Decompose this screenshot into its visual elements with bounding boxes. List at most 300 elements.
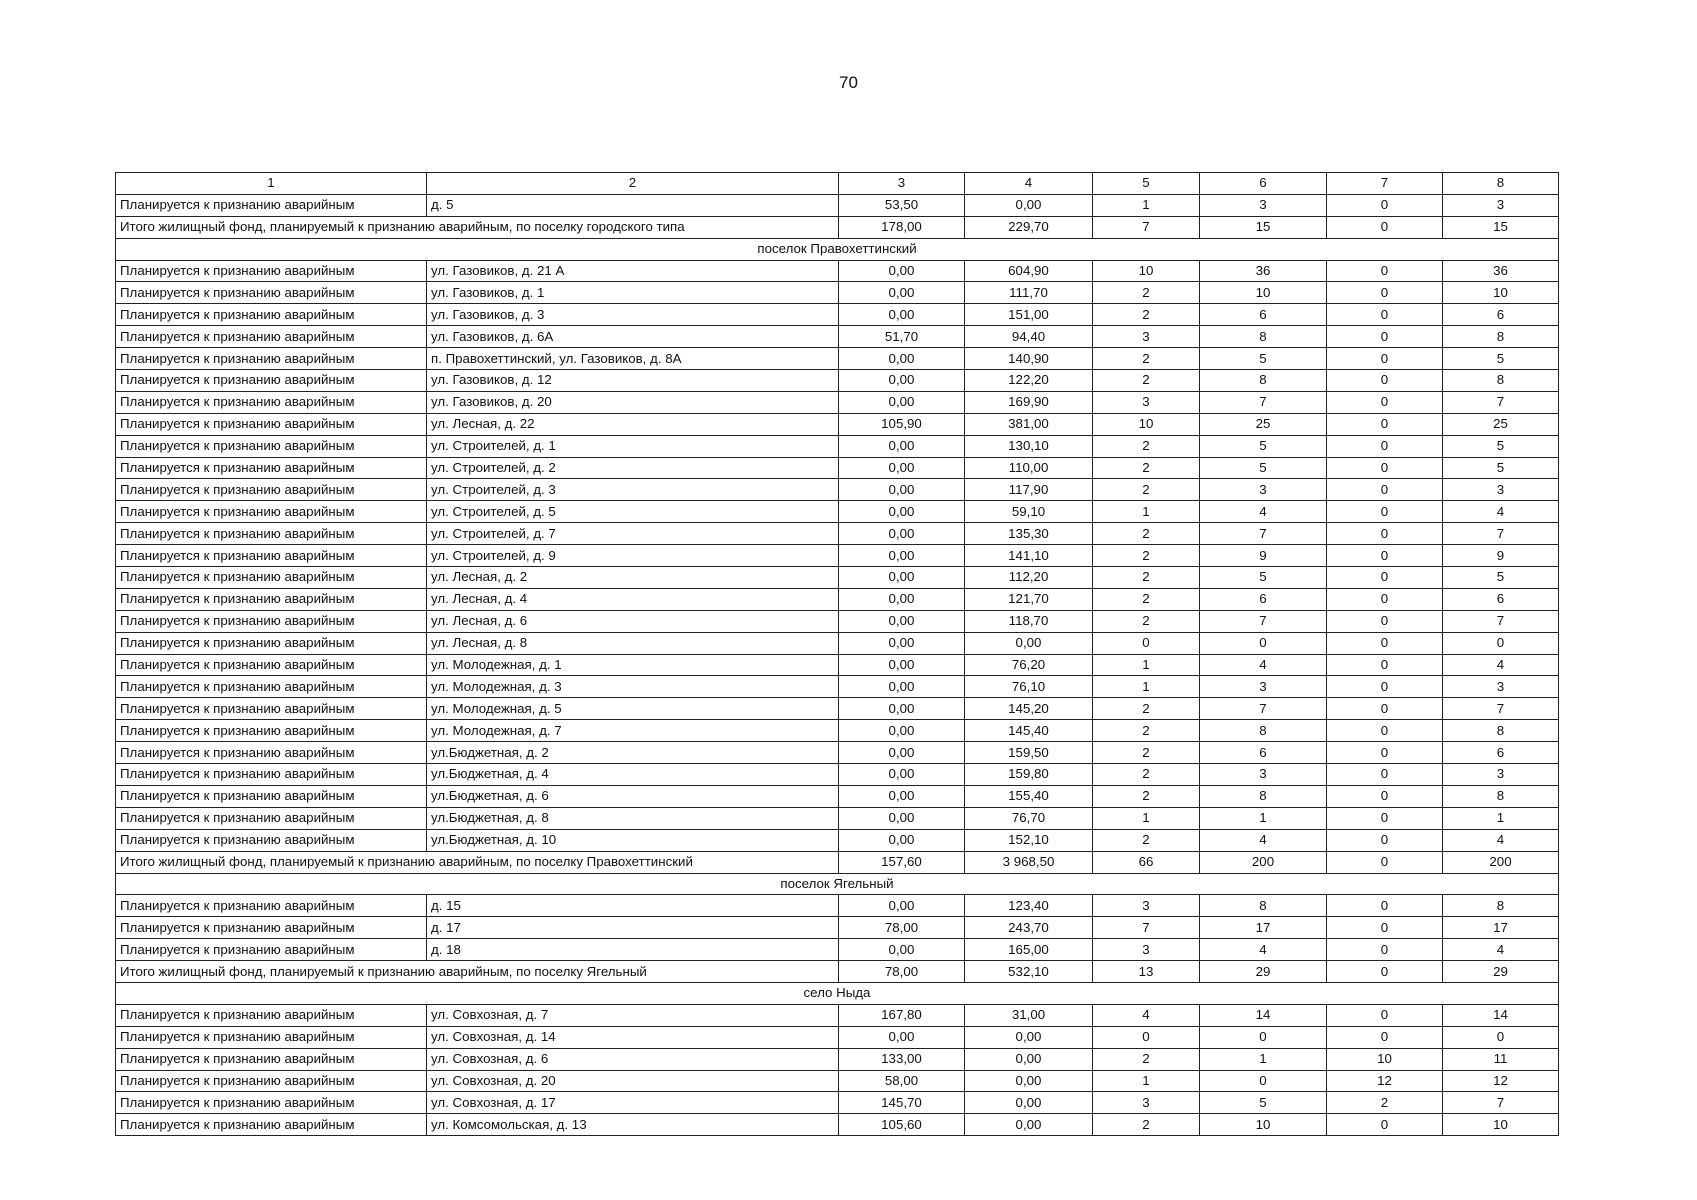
value-cell: 118,70 [965,610,1093,632]
value-cell: 0,00 [965,1092,1093,1114]
value-cell: 2 [1093,588,1200,610]
value-cell: 2 [1093,1114,1200,1136]
status-cell: Планируется к признанию аварийным [116,501,427,523]
value-cell: 1 [1093,654,1200,676]
value-cell: 76,70 [965,807,1093,829]
total-label: Итого жилищный фонд, планируемый к признанию аварийным, по поселку Правохеттинский [116,851,839,873]
value-cell: 0 [1327,479,1443,501]
total-value: 78,00 [839,961,965,983]
value-cell: 0,00 [965,1114,1093,1136]
status-cell: Планируется к признанию аварийным [116,1026,427,1048]
value-cell: 5 [1200,457,1327,479]
value-cell: 53,50 [839,194,965,216]
total-value: 15 [1200,216,1327,238]
table-row [116,1092,1559,1114]
value-cell: 1 [1443,807,1559,829]
table-row [116,720,1559,742]
address-cell: п. Правохеттинский, ул. Газовиков, д. 8А [427,348,839,370]
table-row [116,413,1559,435]
status-cell: Планируется к признанию аварийным [116,1048,427,1070]
total-value: 29 [1443,961,1559,983]
status-cell: Планируется к признанию аварийным [116,632,427,654]
value-cell: 4 [1443,654,1559,676]
value-cell: 0,00 [839,435,965,457]
table-row [116,654,1559,676]
value-cell: 10 [1443,1114,1559,1136]
value-cell: 0,00 [839,588,965,610]
value-cell: 7 [1200,610,1327,632]
value-cell: 10 [1327,1048,1443,1070]
total-value: 66 [1093,851,1200,873]
status-cell: Планируется к признанию аварийным [116,676,427,698]
table-row [116,895,1559,917]
value-cell: 2 [1093,348,1200,370]
address-cell: ул. Молодежная, д. 7 [427,720,839,742]
value-cell: 0,00 [839,501,965,523]
value-cell: 0 [1327,895,1443,917]
value-cell: 1 [1200,1048,1327,1070]
housing-table [115,172,1559,1136]
table-row [116,391,1559,413]
value-cell: 0,00 [839,742,965,764]
value-cell: 6 [1443,588,1559,610]
table-row [116,829,1559,851]
value-cell: 3 [1443,764,1559,786]
status-cell: Планируется к признанию аварийным [116,457,427,479]
status-cell: Планируется к признанию аварийным [116,1070,427,1092]
value-cell: 1 [1093,1070,1200,1092]
value-cell: 2 [1093,370,1200,392]
value-cell: 0 [1327,785,1443,807]
value-cell: 1 [1093,194,1200,216]
value-cell: 0 [1327,326,1443,348]
total-value: 13 [1093,961,1200,983]
value-cell: 36 [1200,260,1327,282]
total-value: 7 [1093,216,1200,238]
value-cell: 4 [1200,939,1327,961]
value-cell: 0,00 [839,829,965,851]
value-cell: 2 [1093,435,1200,457]
value-cell: 0,00 [839,895,965,917]
status-cell: Планируется к признанию аварийным [116,1004,427,1026]
table-row [116,567,1559,589]
total-label: Итого жилищный фонд, планируемый к признанию аварийным, по поселку городского типа [116,216,839,238]
value-cell: 0 [1327,260,1443,282]
value-cell: 51,70 [839,326,965,348]
value-cell: 0 [1327,1004,1443,1026]
address-cell: ул. Газовиков, д. 6А [427,326,839,348]
value-cell: 2 [1093,698,1200,720]
status-cell: Планируется к признанию аварийным [116,348,427,370]
value-cell: 10 [1093,413,1200,435]
status-cell: Планируется к признанию аварийным [116,785,427,807]
value-cell: 151,00 [965,304,1093,326]
value-cell: 0,00 [839,479,965,501]
address-cell: ул. Газовиков, д. 21 А [427,260,839,282]
value-cell: 0 [1327,764,1443,786]
value-cell: 2 [1093,545,1200,567]
table-row [116,676,1559,698]
table-row [116,348,1559,370]
value-cell: 8 [1200,895,1327,917]
value-cell: 0 [1327,917,1443,939]
column-number: 7 [1327,173,1443,195]
table-row [116,917,1559,939]
value-cell: 0 [1327,304,1443,326]
value-cell: 6 [1443,304,1559,326]
value-cell: 0,00 [839,676,965,698]
value-cell: 14 [1200,1004,1327,1026]
value-cell: 2 [1093,304,1200,326]
value-cell: 0 [1327,720,1443,742]
status-cell: Планируется к признанию аварийным [116,523,427,545]
section-title: поселок Правохеттинский [116,238,1559,260]
table-row [116,194,1559,216]
value-cell: 3 [1200,676,1327,698]
table-row [116,939,1559,961]
page-number: 70 [839,73,858,92]
value-cell: 0 [1327,829,1443,851]
address-cell: ул. Совхозная, д. 14 [427,1026,839,1048]
value-cell: 0 [1327,807,1443,829]
address-cell: д. 18 [427,939,839,961]
value-cell: 0,00 [839,282,965,304]
value-cell: 7 [1443,523,1559,545]
value-cell: 0,00 [839,939,965,961]
value-cell: 0,00 [839,764,965,786]
address-cell: ул. Совхозная, д. 6 [427,1048,839,1070]
value-cell: 7 [1443,698,1559,720]
value-cell: 0,00 [839,348,965,370]
value-cell: 140,90 [965,348,1093,370]
value-cell: 36 [1443,260,1559,282]
value-cell: 8 [1443,326,1559,348]
table-row [116,260,1559,282]
value-cell: 133,00 [839,1048,965,1070]
value-cell: 0 [1327,1026,1443,1048]
value-cell: 0 [1327,348,1443,370]
value-cell: 0 [1327,435,1443,457]
total-row [116,216,1559,238]
value-cell: 243,70 [965,917,1093,939]
value-cell: 117,90 [965,479,1093,501]
value-cell: 12 [1327,1070,1443,1092]
value-cell: 0,00 [965,1026,1093,1048]
value-cell: 5 [1443,457,1559,479]
value-cell: 78,00 [839,917,965,939]
value-cell: 0 [1327,391,1443,413]
value-cell: 2 [1093,742,1200,764]
value-cell: 145,70 [839,1092,965,1114]
address-cell: ул. Газовиков, д. 12 [427,370,839,392]
value-cell: 8 [1200,785,1327,807]
section-header-row [116,982,1559,1004]
value-cell: 2 [1093,764,1200,786]
value-cell: 0 [1327,742,1443,764]
value-cell: 0,00 [839,698,965,720]
value-cell: 105,90 [839,413,965,435]
value-cell: 2 [1093,523,1200,545]
address-cell: ул. Молодежная, д. 3 [427,676,839,698]
column-number: 6 [1200,173,1327,195]
address-cell: ул. Молодежная, д. 1 [427,654,839,676]
value-cell: 2 [1093,1048,1200,1070]
status-cell: Планируется к признанию аварийным [116,545,427,567]
value-cell: 0 [1200,1026,1327,1048]
value-cell: 0 [1200,1070,1327,1092]
address-cell: ул. Газовиков, д. 20 [427,391,839,413]
status-cell: Планируется к признанию аварийным [116,1114,427,1136]
address-cell: ул. Комсомольская, д. 13 [427,1114,839,1136]
value-cell: 4 [1443,501,1559,523]
status-cell: Планируется к признанию аварийным [116,610,427,632]
value-cell: 0 [1093,632,1200,654]
table-row [116,1004,1559,1026]
value-cell: 2 [1093,282,1200,304]
table-row [116,523,1559,545]
table-row [116,742,1559,764]
address-cell: ул. Совхозная, д. 7 [427,1004,839,1026]
status-cell: Планируется к признанию аварийным [116,194,427,216]
status-cell: Планируется к признанию аварийным [116,742,427,764]
status-cell: Планируется к признанию аварийным [116,479,427,501]
address-cell: ул. Совхозная, д. 20 [427,1070,839,1092]
total-label: Итого жилищный фонд, планируемый к признанию аварийным, по поселку Ягельный [116,961,839,983]
table-row [116,457,1559,479]
value-cell: 112,20 [965,567,1093,589]
value-cell: 0,00 [839,720,965,742]
status-cell: Планируется к признанию аварийным [116,764,427,786]
value-cell: 0,00 [839,391,965,413]
value-cell: 3 [1093,1092,1200,1114]
value-cell: 6 [1443,742,1559,764]
value-cell: 59,10 [965,501,1093,523]
value-cell: 8 [1200,326,1327,348]
value-cell: 122,20 [965,370,1093,392]
value-cell: 3 [1093,326,1200,348]
value-cell: 105,60 [839,1114,965,1136]
value-cell: 135,30 [965,523,1093,545]
value-cell: 0 [1327,588,1443,610]
value-cell: 7 [1200,523,1327,545]
section-title: село Ныда [116,982,1559,1004]
status-cell: Планируется к признанию аварийным [116,567,427,589]
value-cell: 6 [1200,588,1327,610]
status-cell: Планируется к признанию аварийным [116,282,427,304]
address-cell: д. 5 [427,194,839,216]
table-row [116,1026,1559,1048]
value-cell: 381,00 [965,413,1093,435]
value-cell: 2 [1093,785,1200,807]
value-cell: 0,00 [839,1026,965,1048]
value-cell: 3 [1093,939,1200,961]
address-cell: ул. Строителей, д. 3 [427,479,839,501]
value-cell: 7 [1200,391,1327,413]
total-row [116,961,1559,983]
status-cell: Планируется к признанию аварийным [116,720,427,742]
value-cell: 2 [1093,720,1200,742]
address-cell: ул. Лесная, д. 2 [427,567,839,589]
total-value: 29 [1200,961,1327,983]
address-cell: ул. Лесная, д. 22 [427,413,839,435]
value-cell: 152,10 [965,829,1093,851]
value-cell: 604,90 [965,260,1093,282]
value-cell: 111,70 [965,282,1093,304]
value-cell: 5 [1443,567,1559,589]
column-number-row [116,173,1559,195]
table-body [116,173,1559,1136]
value-cell: 0,00 [839,457,965,479]
total-value: 178,00 [839,216,965,238]
column-number: 2 [427,173,839,195]
value-cell: 8 [1443,720,1559,742]
value-cell: 0 [1327,632,1443,654]
value-cell: 0,00 [839,523,965,545]
value-cell: 76,20 [965,654,1093,676]
value-cell: 0,00 [839,567,965,589]
address-cell: ул.Бюджетная, д. 8 [427,807,839,829]
value-cell: 3 [1200,764,1327,786]
address-cell: ул.Бюджетная, д. 2 [427,742,839,764]
table-row [116,435,1559,457]
address-cell: ул. Лесная, д. 6 [427,610,839,632]
value-cell: 11 [1443,1048,1559,1070]
value-cell: 121,70 [965,588,1093,610]
address-cell: д. 17 [427,917,839,939]
value-cell: 1 [1093,501,1200,523]
value-cell: 0 [1327,457,1443,479]
address-cell: д. 15 [427,895,839,917]
value-cell: 159,50 [965,742,1093,764]
value-cell: 12 [1443,1070,1559,1092]
value-cell: 25 [1200,413,1327,435]
table-row [116,479,1559,501]
total-value: 0 [1327,851,1443,873]
address-cell: ул. Строителей, д. 7 [427,523,839,545]
status-cell: Планируется к признанию аварийным [116,917,427,939]
value-cell: 0 [1327,698,1443,720]
value-cell: 9 [1200,545,1327,567]
value-cell: 10 [1200,282,1327,304]
value-cell: 0,00 [839,545,965,567]
table-row [116,304,1559,326]
value-cell: 4 [1443,829,1559,851]
value-cell: 1 [1093,676,1200,698]
value-cell: 0 [1327,610,1443,632]
value-cell: 8 [1200,370,1327,392]
total-value: 532,10 [965,961,1093,983]
address-cell: ул. Газовиков, д. 1 [427,282,839,304]
value-cell: 6 [1200,742,1327,764]
value-cell: 76,10 [965,676,1093,698]
address-cell: ул. Совхозная, д. 17 [427,1092,839,1114]
value-cell: 0 [1327,1114,1443,1136]
value-cell: 4 [1200,654,1327,676]
value-cell: 5 [1200,567,1327,589]
value-cell: 9 [1443,545,1559,567]
value-cell: 159,80 [965,764,1093,786]
value-cell: 2 [1093,610,1200,632]
value-cell: 165,00 [965,939,1093,961]
value-cell: 0,00 [839,632,965,654]
value-cell: 0 [1093,1026,1200,1048]
value-cell: 0,00 [965,1048,1093,1070]
value-cell: 7 [1443,391,1559,413]
total-value: 0 [1327,961,1443,983]
value-cell: 169,90 [965,391,1093,413]
status-cell: Планируется к признанию аварийным [116,895,427,917]
status-cell: Планируется к признанию аварийным [116,413,427,435]
value-cell: 4 [1093,1004,1200,1026]
column-number: 3 [839,173,965,195]
value-cell: 2 [1093,829,1200,851]
address-cell: ул. Лесная, д. 8 [427,632,839,654]
status-cell: Планируется к признанию аварийным [116,260,427,282]
table-row [116,588,1559,610]
table-row [116,764,1559,786]
address-cell: ул. Газовиков, д. 3 [427,304,839,326]
value-cell: 0 [1327,523,1443,545]
value-cell: 10 [1443,282,1559,304]
address-cell: ул.Бюджетная, д. 10 [427,829,839,851]
status-cell: Планируется к признанию аварийным [116,1092,427,1114]
value-cell: 8 [1443,895,1559,917]
value-cell: 0,00 [839,807,965,829]
value-cell: 5 [1200,348,1327,370]
value-cell: 3 [1200,479,1327,501]
address-cell: ул. Строителей, д. 2 [427,457,839,479]
value-cell: 14 [1443,1004,1559,1026]
status-cell: Планируется к признанию аварийным [116,654,427,676]
value-cell: 0 [1327,676,1443,698]
value-cell: 110,00 [965,457,1093,479]
value-cell: 0 [1327,501,1443,523]
value-cell: 0 [1327,545,1443,567]
value-cell: 145,20 [965,698,1093,720]
status-cell: Планируется к признанию аварийным [116,939,427,961]
table-row [116,282,1559,304]
value-cell: 4 [1200,501,1327,523]
status-cell: Планируется к признанию аварийным [116,326,427,348]
value-cell: 58,00 [839,1070,965,1092]
value-cell: 7 [1443,610,1559,632]
value-cell: 0,00 [965,632,1093,654]
value-cell: 94,40 [965,326,1093,348]
value-cell: 17 [1443,917,1559,939]
value-cell: 155,40 [965,785,1093,807]
value-cell: 0,00 [839,610,965,632]
value-cell: 0 [1327,654,1443,676]
total-value: 15 [1443,216,1559,238]
value-cell: 7 [1093,917,1200,939]
value-cell: 4 [1443,939,1559,961]
value-cell: 130,10 [965,435,1093,457]
value-cell: 2 [1093,479,1200,501]
value-cell: 2 [1327,1092,1443,1114]
value-cell: 3 [1093,895,1200,917]
value-cell: 0 [1443,632,1559,654]
value-cell: 3 [1443,676,1559,698]
table-row [116,326,1559,348]
value-cell: 5 [1443,348,1559,370]
value-cell: 4 [1200,829,1327,851]
value-cell: 0,00 [965,1070,1093,1092]
value-cell: 0,00 [839,304,965,326]
value-cell: 0 [1443,1026,1559,1048]
address-cell: ул. Лесная, д. 4 [427,588,839,610]
value-cell: 6 [1200,304,1327,326]
total-value: 0 [1327,216,1443,238]
